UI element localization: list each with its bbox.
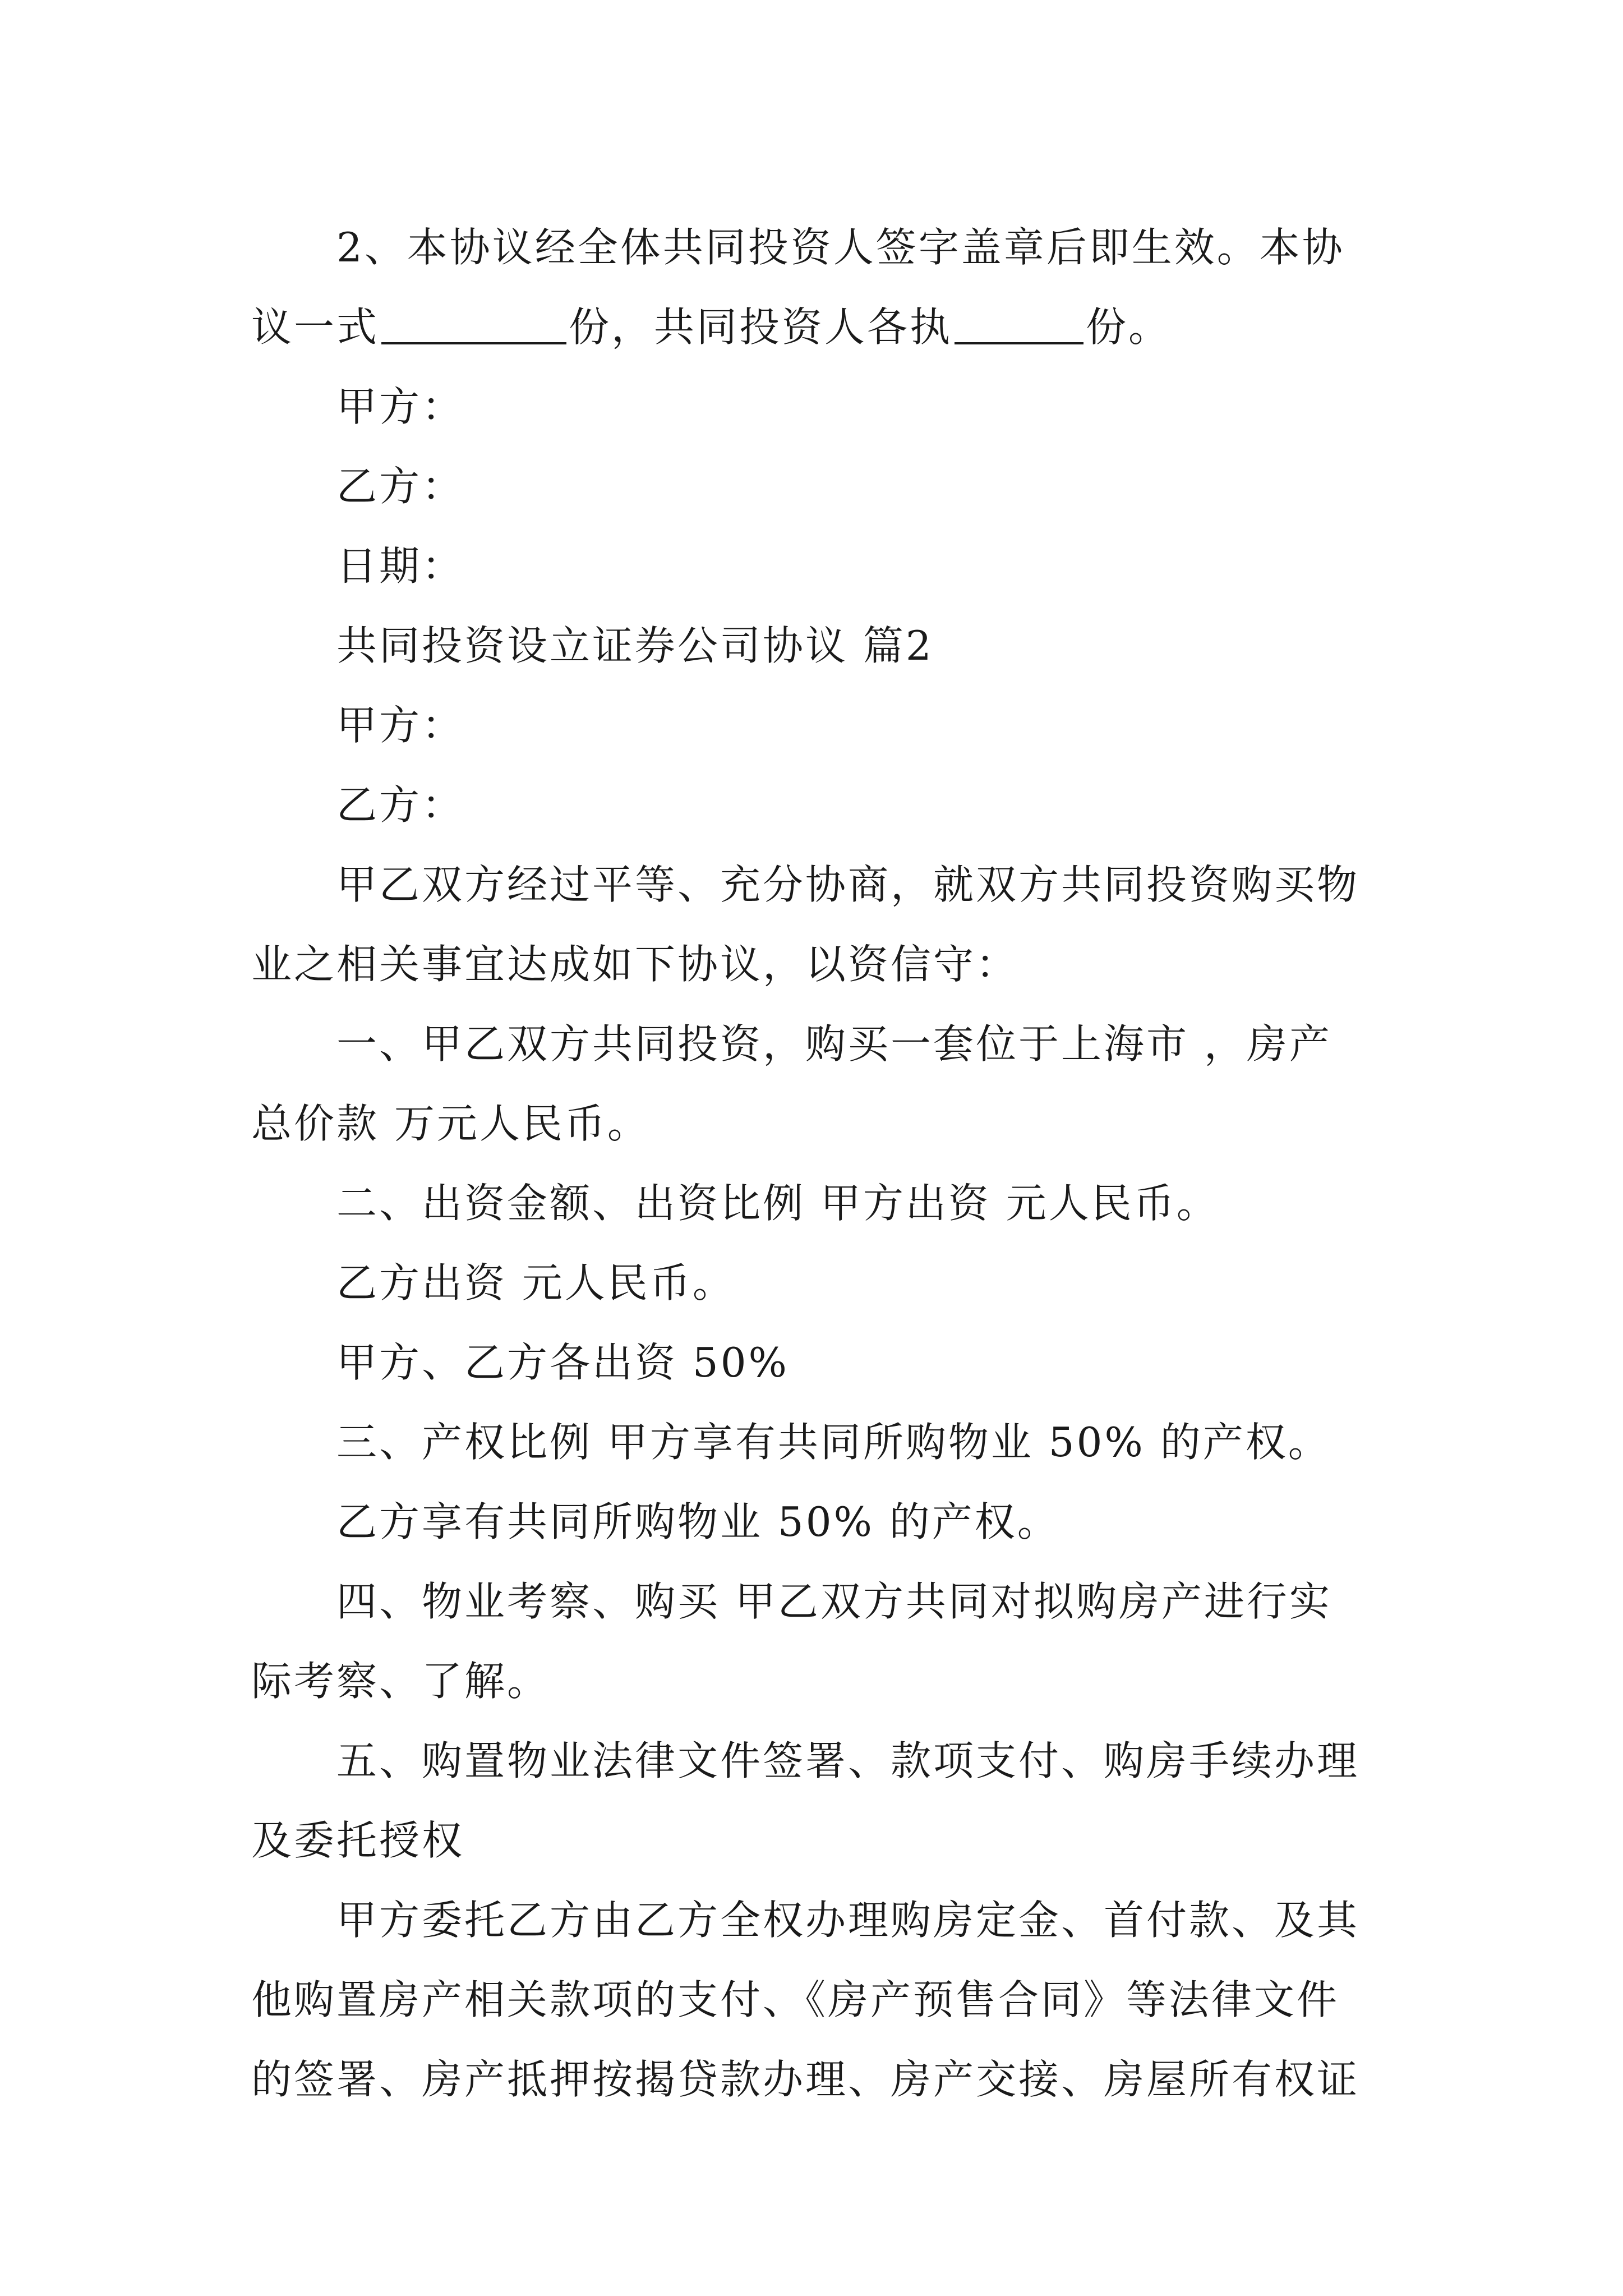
paragraph-line: 总价款 万元人民币。 <box>251 1100 650 1147</box>
paragraph-line: 2、本协议经全体共同投资人签字盖章后即生效。本协 <box>336 224 1345 271</box>
clause-line: 一、甲乙双方共同投资，购买一套位于上海市 ，房产 <box>336 1020 1332 1068</box>
line-segment: 份。 <box>1086 303 1172 351</box>
clause-line: 四、物业考察、购买 甲乙双方共同对拟购房产进行实 <box>336 1578 1332 1625</box>
fill-in-blank <box>955 309 1083 344</box>
party-b-label: 乙方： <box>336 781 465 829</box>
signature-party-b-label: 乙方： <box>336 463 465 510</box>
section-heading: 共同投资设立证券公司协议 篇2 <box>336 622 934 669</box>
signature-date-label: 日期： <box>336 542 465 590</box>
paragraph-line-with-blanks <box>251 287 1384 367</box>
paragraph-line: 甲方、乙方各出资 50% <box>336 1339 789 1386</box>
clause-line: 三、产权比例 甲方享有共同所购物业 50% 的产权。 <box>336 1419 1331 1466</box>
paragraph-line: 乙方出资 元人民币。 <box>336 1259 735 1306</box>
paragraph-line: 的签署、房产抵押按揭贷款办理、房产交接、房屋所有权证 <box>251 2056 1360 2103</box>
paragraph-line: 及委托授权 <box>251 1817 465 1864</box>
clause-line: 五、购置物业法律文件签署、款项支付、购房手续办理 <box>336 1737 1360 1784</box>
clause-line: 二、出资金额、出资比例 甲方出资 元人民币。 <box>336 1180 1219 1227</box>
paragraph-line: 业之相关事宜达成如下协议，以资信守： <box>251 941 1019 988</box>
paragraph-line: 际考察、了解。 <box>251 1658 550 1705</box>
paragraph-line: 甲乙双方经过平等、充分协商，就双方共同投资购买物 <box>336 861 1360 908</box>
paragraph-line: 甲方委托乙方由乙方全权办理购房定金、首付款、及其 <box>336 1897 1360 1944</box>
line-segment: 议一式 <box>251 303 380 351</box>
signature-party-a-label: 甲方： <box>336 383 465 430</box>
document-body <box>251 208 1384 2119</box>
paragraph-line: 乙方享有共同所购物业 50% 的产权。 <box>336 1498 1060 1545</box>
paragraph-line: 他购置房产相关款项的支付、《房产预售合同》等法律文件 <box>251 1976 1340 2023</box>
fill-in-blank <box>381 309 566 344</box>
party-a-label: 甲方： <box>336 702 465 749</box>
line-segment: 份，共同投资人各执 <box>569 303 953 351</box>
